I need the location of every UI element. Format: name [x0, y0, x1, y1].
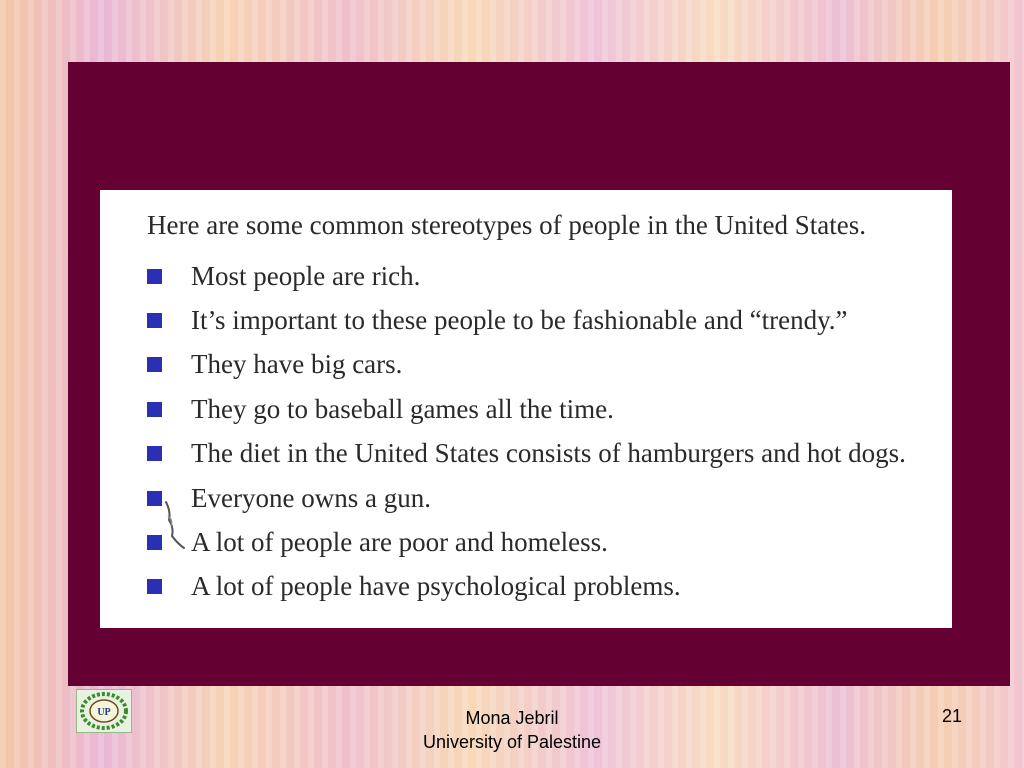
bullet-square-icon: [147, 402, 162, 417]
bullet-square-icon: [147, 446, 162, 461]
bullet-square-icon: [147, 357, 162, 372]
bullet-square-icon: [147, 313, 162, 328]
logo-text: UP: [97, 707, 111, 718]
bullet-text: A lot of people have psychological problems.: [191, 571, 681, 602]
list-item: [147, 520, 952, 564]
list-item: [147, 254, 952, 298]
bullet-square-icon: [147, 269, 162, 284]
list-item: [147, 343, 952, 387]
footer-credit: [382, 706, 642, 754]
bullet-text: A lot of people are poor and homeless.: [191, 527, 608, 558]
page-number: 21: [941, 706, 963, 726]
bullet-text: Most people are rich.: [191, 260, 421, 291]
bullet-square-icon: [147, 535, 162, 550]
list-item: [147, 565, 952, 609]
bullet-text: The diet in the United States consists of hamburgers and hot dogs.: [191, 438, 906, 469]
bullet-text: It’s important to these people to be fashionable and “trendy.”: [191, 305, 848, 336]
bullet-text: They go to baseball games all the time.: [191, 393, 614, 424]
content-card: [100, 190, 952, 628]
list-item: [147, 432, 952, 476]
laurel-seal-icon: [77, 690, 131, 732]
list-item: [147, 476, 952, 520]
bullet-text: Everyone owns a gun.: [191, 482, 431, 513]
bullet-square-icon: [147, 491, 162, 506]
university-logo: [76, 689, 132, 733]
author-name: Mona Jebril: [465, 708, 559, 728]
card-heading: Here are some common stereotypes of people in the United States.: [147, 210, 867, 240]
institution-name: University of Palestine: [422, 732, 602, 752]
list-item: [147, 387, 952, 431]
bullet-text: They have big cars.: [191, 349, 403, 380]
list-item: [147, 298, 952, 342]
bullet-square-icon: [147, 579, 162, 594]
bullet-list: [147, 254, 952, 609]
